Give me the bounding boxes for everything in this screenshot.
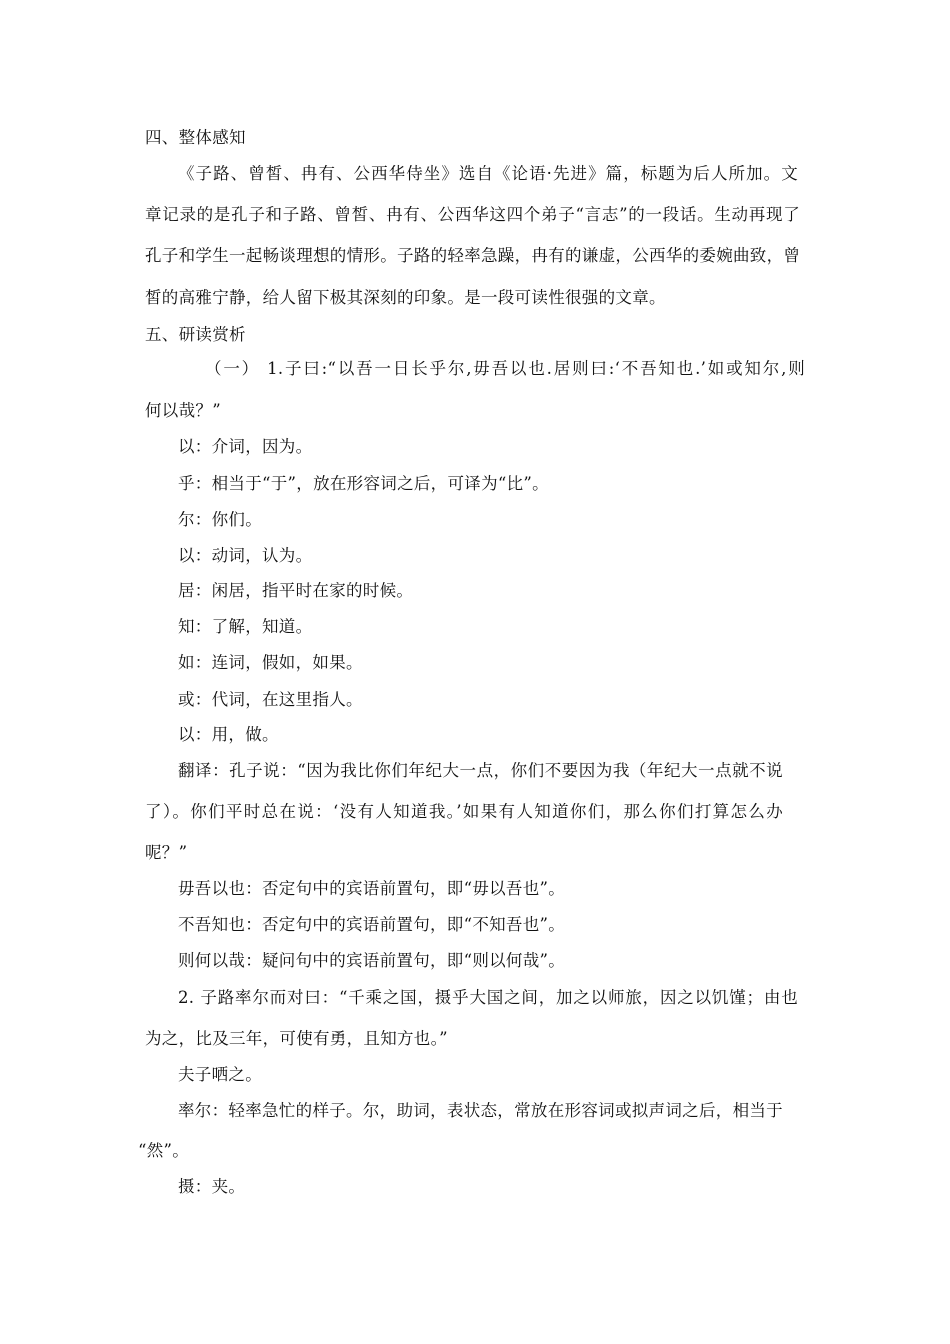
- note-line: 居：闲居，指平时在家的时候。: [178, 581, 414, 600]
- note-line: 以：用，做。: [178, 725, 279, 744]
- note-line: 以：动词，认为。: [178, 546, 313, 565]
- paragraph-line: 皙的高雅宁静，给人留下极其深刻的印象。是一段可读性很强的文章。: [145, 288, 666, 307]
- translation-line: 了）。你们平时总在说：‘没有人知道我。’如果有人知道你们，那么你们打算怎么办: [145, 802, 783, 821]
- translation-line: 翻译：孔子说：“因为我比你们年纪大一点，你们不要因为我（年纪大一点就不说: [178, 761, 783, 780]
- quote-line: 为之，比及三年，可使有勇，且知方也。”: [145, 1029, 448, 1048]
- grammar-line: 毋吾以也：否定句中的宾语前置句，即“毋以吾也”。: [178, 879, 566, 898]
- translation-line: 呢？”: [145, 843, 188, 862]
- note-line: “然”。: [138, 1141, 190, 1160]
- note-line: 摄：夹。: [178, 1177, 246, 1196]
- note-line: 尔：你们。: [178, 510, 262, 529]
- paragraph-line: 孔子和学生一起畅谈理想的情形。子路的轻率急躁，冉有的谦虚，公西华的委婉曲致，曾: [145, 246, 801, 265]
- note-line: 如：连词，假如，如果。: [178, 653, 363, 672]
- note-line: 乎：相当于“于”，放在形容词之后，可译为“比”。: [178, 474, 549, 493]
- grammar-line: 不吾知也：否定句中的宾语前置句，即“不知吾也”。: [178, 915, 566, 934]
- note-line: 知：了解，知道。: [178, 617, 313, 636]
- quote-line: （一） 1.子曰:“以吾一日长乎尔,毋吾以也.居则曰:‘不吾知也.’如或知尔,则: [205, 359, 805, 378]
- paragraph-line: 《子路、曾皙、冉有、公西华侍坐》选自《论语·先进》篇，标题为后人所加。文: [178, 164, 798, 183]
- section-heading-5: 五、研读赏析: [145, 325, 246, 344]
- note-line: 率尔：轻率急忙的样子。尔，助词，表状态，常放在形容词或拟声词之后，相当于: [178, 1101, 783, 1120]
- paragraph-line: 章记录的是孔子和子路、曾皙、冉有、公西华这四个弟子“言志”的一段话。生动再现了: [145, 205, 800, 224]
- note-line: 以：介词，因为。: [178, 437, 313, 456]
- quote-line: 夫子哂之。: [178, 1065, 262, 1084]
- quote-line: 2. 子路率尔而对曰：“千乘之国，摄乎大国之间，加之以师旅，因之以饥馑；由也: [178, 988, 798, 1007]
- section-heading-4: 四、整体感知: [145, 128, 246, 147]
- note-line: 或：代词，在这里指人。: [178, 690, 363, 709]
- quote-line: 何以哉？”: [145, 401, 221, 420]
- grammar-line: 则何以哉：疑问句中的宾语前置句，即“则以何哉”。: [178, 951, 566, 970]
